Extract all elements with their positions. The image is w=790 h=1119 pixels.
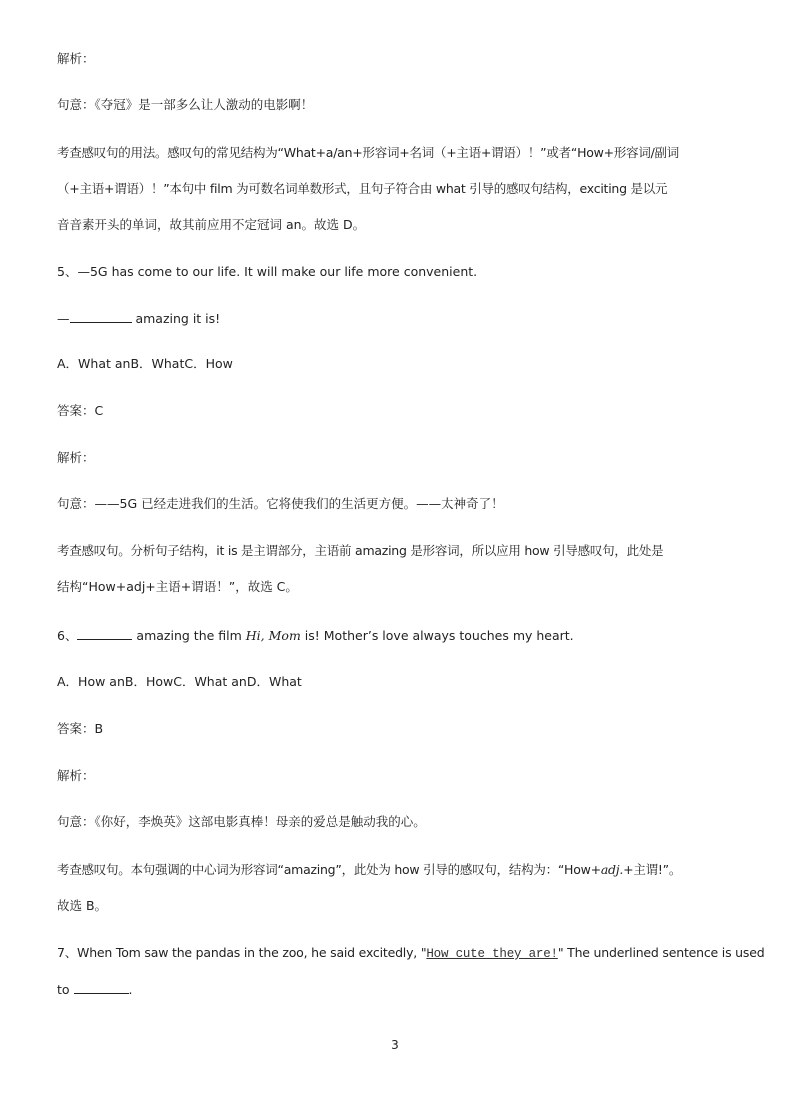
q6-explanation-text: 考查感叹句。本句强调的中心词为形容词“amazing”，此处为 how 引导的感叹句，结构为：“How+: [57, 862, 601, 877]
q5-prompt: 5、—5G has come to our life. It will make our life more convenient.: [57, 264, 478, 279]
q5-answer: 答案：C: [57, 403, 104, 418]
answer-blank: [74, 980, 129, 994]
film-title: Hi, Mom: [245, 628, 301, 643]
analysis-label: 解析：: [57, 450, 95, 465]
q5-translation: 句意：——5G 已经走进我们的生活。它将使我们的生活更方便。——太神奇了！: [57, 496, 504, 511]
answer-blank: [77, 626, 132, 640]
dash: —: [57, 311, 70, 326]
q5-response-text: amazing it is!: [131, 311, 221, 326]
q6-number: 6、: [57, 628, 78, 643]
q4-explanation-line3: 音音素开头的单词，故其前应用不定冠词 an。故选 D。: [57, 217, 366, 232]
q4-translation: 句意：《夺冠》是一部多么让人激动的电影啊！: [57, 97, 314, 112]
q6-answer: 答案：B: [57, 721, 104, 736]
q6-translation: 句意：《你好，李焕英》这部电影真棒！母亲的爱总是触动我的心。: [57, 814, 426, 829]
q6-explanation-line2: 故选 B。: [57, 898, 108, 913]
q5-explanation-line2: 结构“How+adj+主语+谓语！”，故选 C。: [57, 579, 298, 594]
q6-text: amazing the film: [132, 628, 246, 643]
analysis-label: 解析：: [57, 768, 95, 783]
q4-explanation-line2: （+主语+谓语）！”本句中 film 为可数名词单数形式，且句子符合由 what 引导的感叹句结构，exciting 是以元: [57, 181, 668, 196]
analysis-label: 解析：: [57, 51, 95, 66]
q7-text-rest: " The underlined sentence is used: [557, 945, 765, 960]
q7-prompt-line2: [57, 980, 133, 999]
underlined-sentence: How cute they are!: [426, 947, 558, 961]
q5-explanation-line1: 考查感叹句。分析句子结构，it is 是主谓部分，主语前 amazing 是形容词，所以应用 how 引导感叹句，此处是: [57, 543, 664, 558]
q7-text: 7、When Tom saw the pandas in the zoo, he said excitedly, ": [57, 945, 427, 960]
q5-response: [57, 309, 220, 328]
q6-explanation-end: +主谓!”。: [623, 862, 682, 877]
q7-prompt: [57, 944, 764, 963]
answer-blank: [70, 309, 132, 323]
q5-options: A．What anB．WhatC．How: [57, 356, 233, 371]
q6-explanation-line1: [57, 861, 681, 879]
period: .: [128, 982, 133, 997]
adj-abbrev: adj.: [600, 862, 624, 877]
q7-to: to: [57, 982, 74, 997]
q6-text-rest: is! Mother’s love always touches my heart.: [300, 628, 574, 643]
q6-options: A．How anB．HowC．What anD．What: [57, 674, 302, 689]
page-number: 3: [391, 1038, 399, 1052]
q4-explanation-line1: 考查感叹句的用法。感叹句的常见结构为“What+a/an+形容词+名词（+主语+谓语）！”或者“How+形容词/副词: [57, 145, 680, 160]
q6-prompt: [57, 626, 574, 645]
